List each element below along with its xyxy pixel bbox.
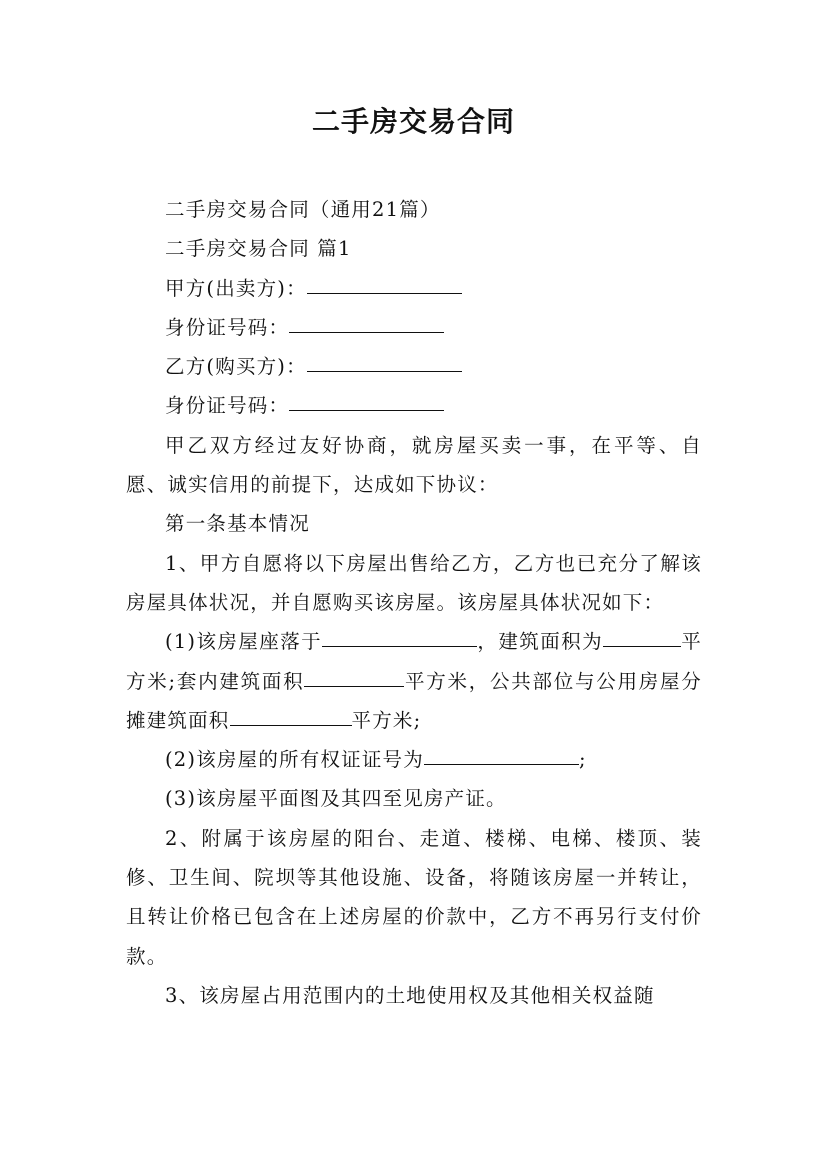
party-a-label: 甲方(出卖方)： bbox=[165, 276, 307, 300]
inner-area-blank[interactable] bbox=[304, 666, 404, 687]
item-1-paragraph bbox=[126, 622, 702, 740]
shared-area-blank[interactable] bbox=[230, 705, 352, 726]
party-b-id-label: 身份证号码： bbox=[165, 394, 290, 418]
location-blank[interactable] bbox=[322, 627, 477, 648]
item-2-part-a: (2)该房屋的所有权证证号为 bbox=[165, 748, 424, 772]
item-1-part-c: 平方米;套内建筑面积 bbox=[126, 630, 703, 693]
party-a-id-line bbox=[126, 308, 702, 347]
clause-1-paragraph: 1、甲方自愿将以下房屋出售给乙方，乙方也已充分了解该房屋具体状况，并自愿购买该房屋。该房屋具体状况如下： bbox=[126, 551, 702, 614]
item-1-part-d: 平方米，公共部位与公用房屋分摊建筑面积 bbox=[126, 669, 702, 732]
clause-2-paragraph: 2、附属于该房屋的阳台、走道、楼梯、电梯、楼顶、装修、卫生间、院坝等其他设施、设备，将随该房屋一并转让，且转让价格已包含在上述房屋的价款中，乙方不再另行支付价款。 bbox=[126, 826, 702, 968]
party-a-line bbox=[126, 269, 702, 308]
document-body bbox=[126, 190, 702, 1015]
party-a-id-blank[interactable] bbox=[289, 312, 444, 333]
item-3-paragraph: (3)该房屋平面图及其四至见房产证。 bbox=[165, 787, 507, 811]
section-heading: 二手房交易合同 篇1 bbox=[165, 237, 352, 261]
item-1-part-b: ，建筑面积为 bbox=[477, 630, 604, 654]
party-b-id-blank[interactable] bbox=[289, 391, 444, 412]
party-b-id-line bbox=[126, 386, 702, 425]
article-1-heading: 第一条基本情况 bbox=[165, 512, 310, 536]
item-2-part-b: ; bbox=[578, 748, 587, 772]
item-1-part-a: (1)该房屋座落于 bbox=[165, 630, 323, 654]
subtitle-line: 二手房交易合同（通用21篇） bbox=[165, 198, 441, 221]
party-a-blank[interactable] bbox=[307, 273, 462, 294]
item-1-part-e: 平方米; bbox=[351, 708, 422, 732]
floor-area-blank[interactable] bbox=[603, 627, 681, 648]
party-b-blank[interactable] bbox=[307, 352, 462, 373]
item-2-paragraph bbox=[126, 740, 702, 779]
party-a-id-label: 身份证号码： bbox=[165, 315, 290, 339]
document-title: 二手房交易合同 bbox=[311, 105, 515, 138]
party-b-label: 乙方(购买方)： bbox=[165, 355, 307, 379]
clause-3-paragraph: 3、该房屋占用范围内的土地使用权及其他相关权益随 bbox=[165, 983, 655, 1007]
intro-paragraph: 甲乙双方经过友好协商，就房屋买卖一事，在平等、自愿、诚实信用的前提下，达成如下协议： bbox=[126, 433, 702, 497]
party-b-line bbox=[126, 347, 702, 386]
certificate-number-blank[interactable] bbox=[424, 745, 579, 766]
